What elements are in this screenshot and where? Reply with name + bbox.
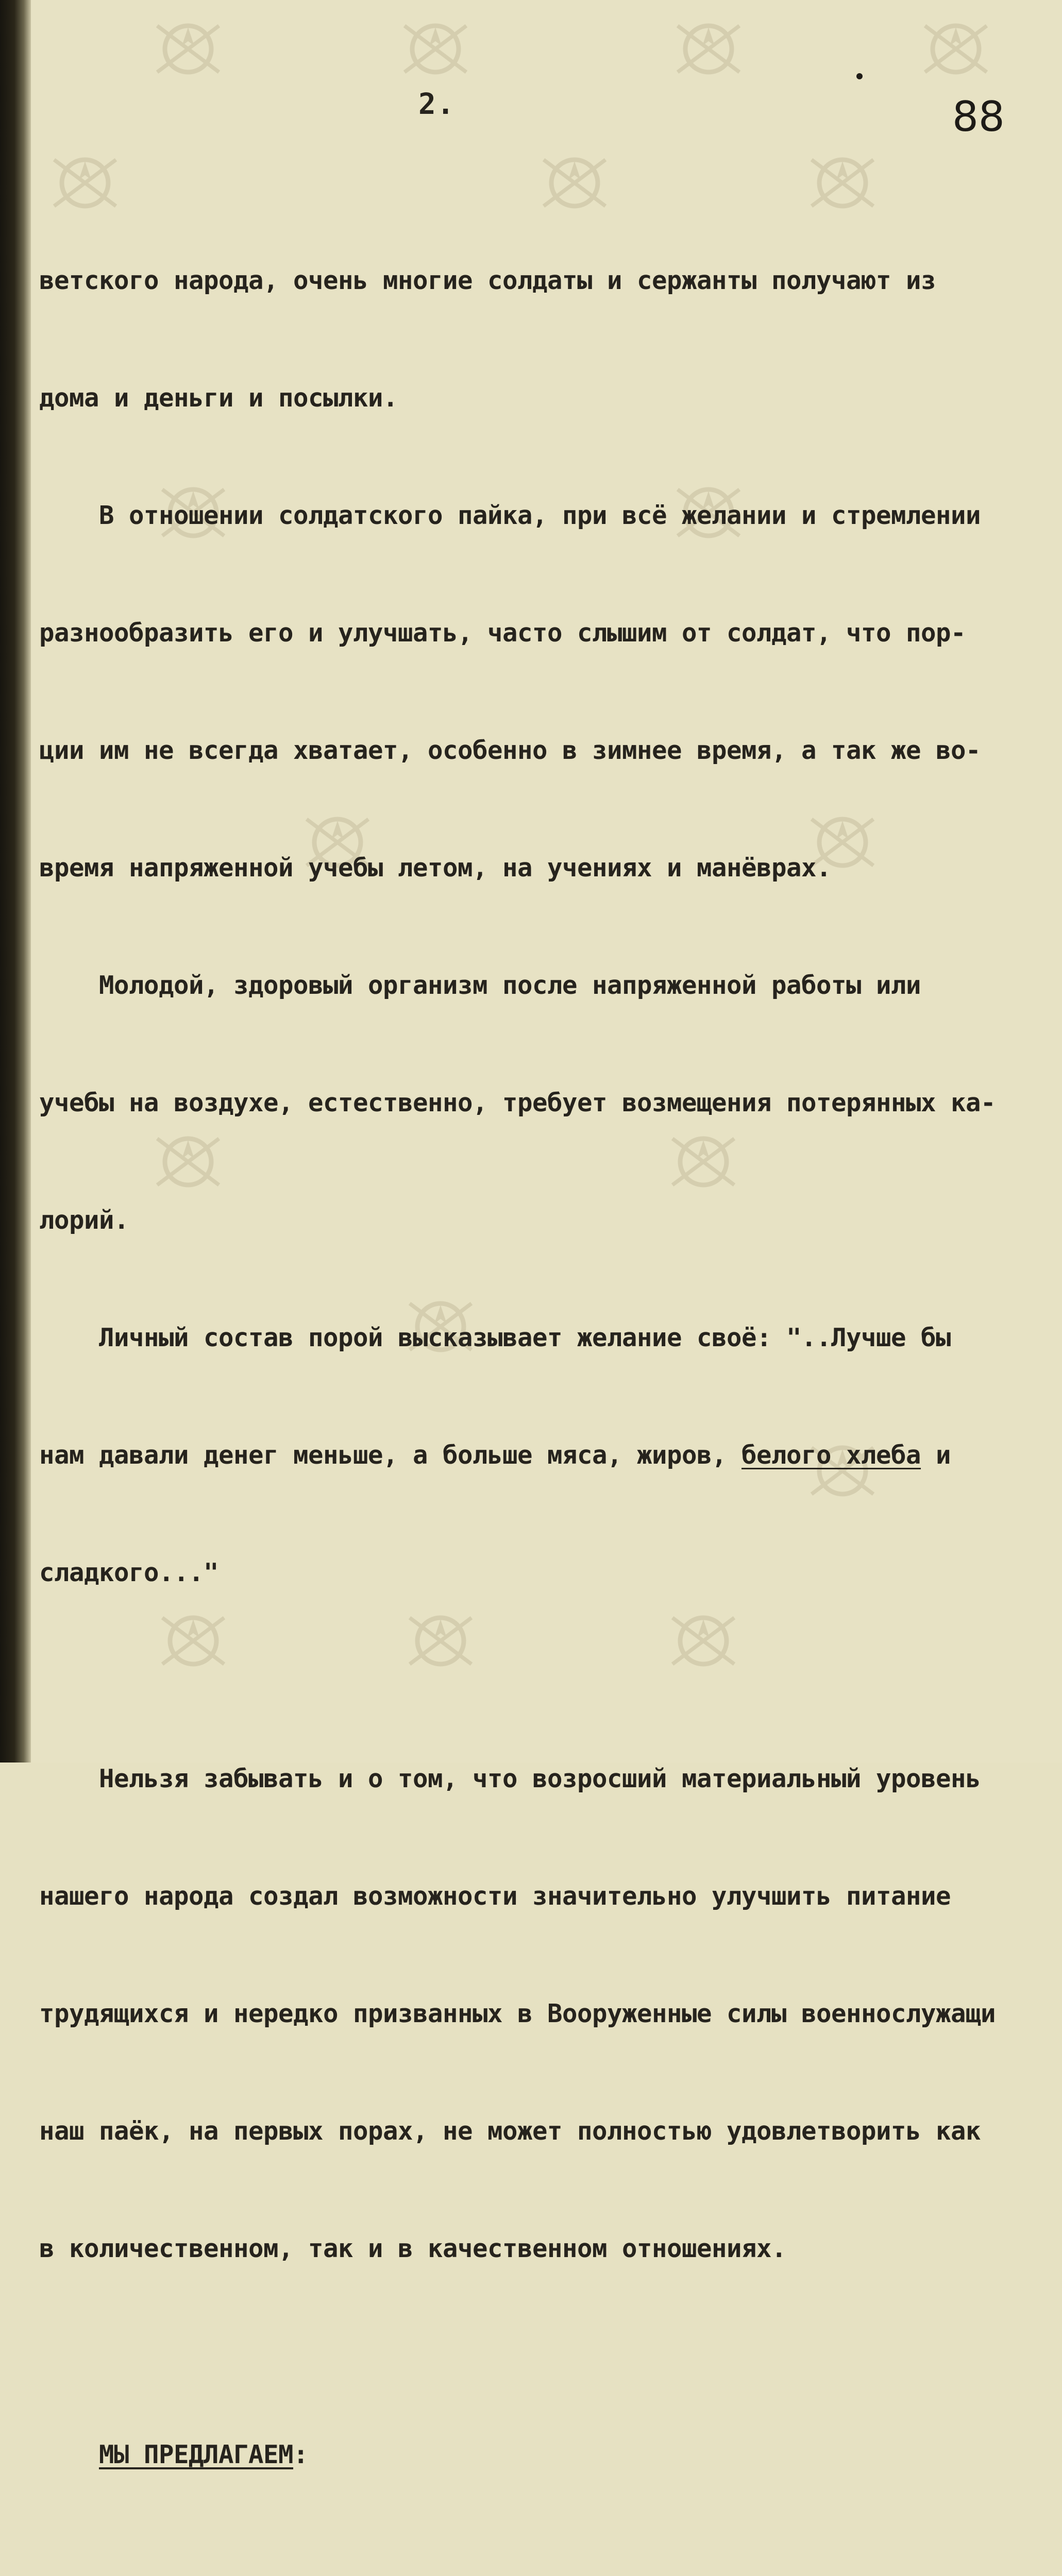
text-line: наш паёк, на первых порах, не может полностью удовлетворить как: [39, 2116, 981, 2146]
line-segment: нам давали денег меньше, а больше мяса, жиров,: [39, 1440, 742, 1470]
binding-edge: [0, 0, 31, 1762]
page-number: 2.: [418, 88, 456, 121]
archive-folio-number: 88: [952, 93, 1005, 141]
underlined-phrase: белого хлеба: [741, 1440, 921, 1470]
text-line: [39, 1436, 1062, 1475]
watermark-emblem-icon: [149, 10, 227, 88]
text-line: трудящихся и нередко призванных в Вооруженные силы военнослужащи: [39, 1999, 996, 2028]
watermark-emblem-icon: [397, 10, 474, 88]
text-line: в количественном, так и в качественном отношениях.: [39, 2234, 787, 2263]
text-line: нашего народа создал возможности значительно улучшить питание: [39, 1882, 951, 1911]
document-body: [39, 183, 1062, 2576]
text-line: сладкого...": [39, 1558, 219, 1587]
text-line: ветского народа, очень многие солдаты и сержанты получают из: [39, 266, 936, 295]
text-line: лорий.: [39, 1206, 129, 1235]
watermark-emblem-icon: [670, 10, 747, 88]
text-line: время напряженной учебы летом, на учениях и манёврах.: [39, 853, 832, 883]
text-line: В отношении солдатского пайка, при всё желании и стремлении: [39, 501, 981, 530]
text-line: Молодой, здоровый организм после напряженной работы или: [39, 971, 921, 1000]
text-line: Нельзя забывать и о том, что возросший материальный уровень: [39, 1764, 981, 1793]
watermark-emblem-icon: [917, 10, 994, 88]
text-line: ции им не всегда хватает, особенно в зимнее время, а так же во-: [39, 736, 981, 765]
heading-colon: :: [293, 2440, 309, 2469]
line-segment: и: [921, 1440, 951, 1470]
text-line: Личный состав порой высказывает желание своё: "..Лучше бы: [39, 1323, 951, 1352]
ink-dot: [856, 73, 863, 79]
proposal-heading: МЫ ПРЕДЛАГАЕМ: [99, 2440, 294, 2469]
text-line: дома и деньги и посылки.: [39, 383, 398, 413]
text-line: разнообразить его и улучшать, часто слышим от солдат, что пор-: [39, 618, 966, 648]
section-heading-line: [39, 2435, 1062, 2475]
text-line: учебы на воздухе, естественно, требует возмещения потерянных ка-: [39, 1088, 996, 1117]
